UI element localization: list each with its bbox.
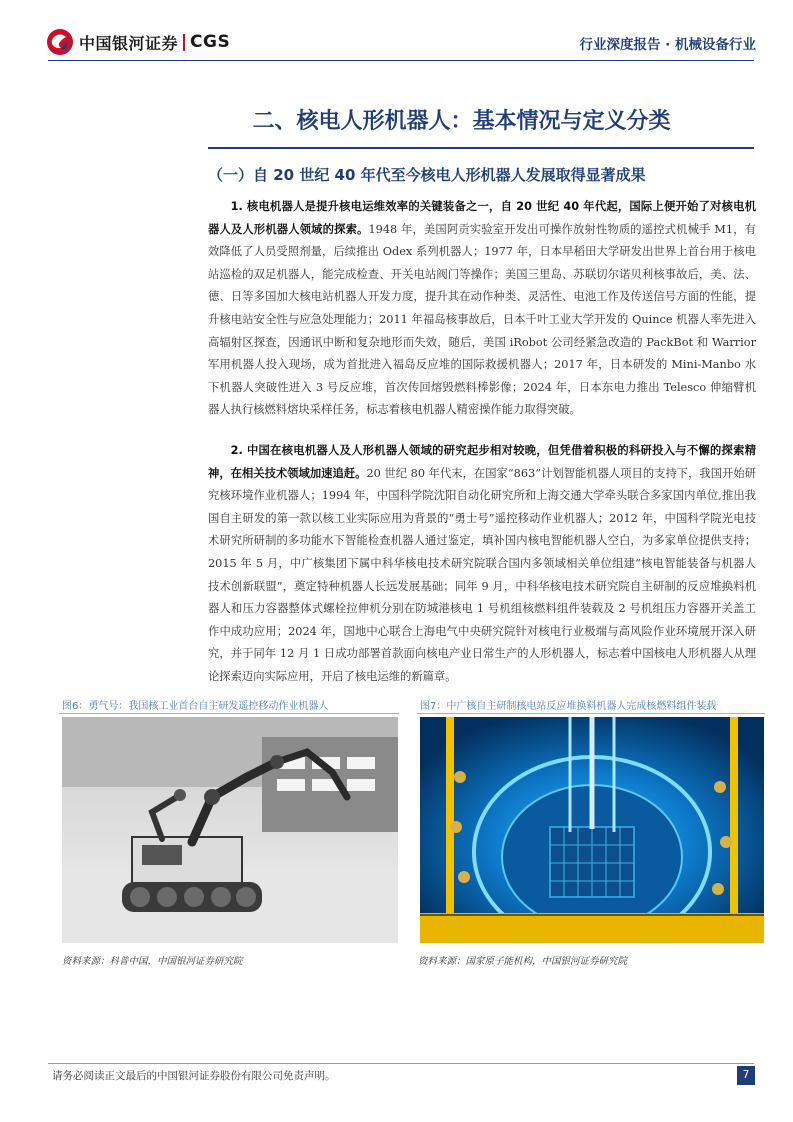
- subsection-title: （一）自 20 世纪 40 年代至今核电人形机器人发展取得显著成果: [208, 166, 646, 184]
- report-type: 行业深度报告 · 机械设备行业: [579, 37, 756, 53]
- logo-separator: [183, 34, 185, 51]
- figure-7-reactor-photo: [420, 717, 764, 943]
- section-title: 二、核电人形机器人：基本情况与定义分类: [252, 109, 671, 134]
- paragraph-international-history: [208, 196, 756, 422]
- logo-text-en: CGS: [190, 32, 231, 52]
- figure-7-title: 图7：中广核自主研制核电站反应堆换料机器人完成核燃料组件装载: [420, 701, 717, 712]
- paragraph-body: 20 世纪 80 年代末，在国家“863”计划智能机器人项目的支持下，我国开始研究核环境作业机器人；1994 年，中国科学院沈阳自动化研究所和上海交通大学牵头联合多家国内单位,推出我国自主研发的第一款以核工业实际应用为背景的“勇士号”遥控移动作业机器人；2012 年，中国科学院光电技术研究所研制的多功能水下智能检查机器人通过鉴定，填补国内核电智能机器人空白，为多家单位提供支持；2015 年 5 月，中广核集团下属中科华核电技术研究院联合国内多领域相关单位组建“核电智能装备与机器人技术创新联盟”，奠定特种机器人长远发展基础；同年 9 月，中科华核电技术研究院自主研制的反应堆换料机器人和压力容器整体式螺栓拉伸机分别在防城港核电 1 号机组核燃料组件装载及 2 号机组压力容器开关盖工作中成功应用；2024 年，国地中心联合上海电气中央研究院针对核电行业极端与高风险作业环境展开深入研究，并于同年 12 月 1 日成功部署首款面向核电产业日常生产的人形机器人，标志着中国核电人形机器人从理论探索迈向实际应用，开启了核电运维的新篇章。: [208, 466, 756, 683]
- footer-divider: [48, 1063, 754, 1064]
- paragraph-china-history: [208, 440, 756, 689]
- page-number: 7: [737, 1066, 755, 1085]
- paragraph-lead: 2. 中国在核电机器人及人形机器人领域的研究起步相对较晚，但凭借着积极的科研投入与不懈的探索精神，在相关技术领域加速追赶。: [208, 444, 756, 480]
- page-header: [0, 0, 793, 62]
- header-divider: [48, 60, 754, 61]
- figure-6-title: 图6：勇气号：我国核工业首台自主研发遥控移动作业机器人: [62, 701, 329, 712]
- cgs-logo-icon: [46, 28, 74, 56]
- paragraph-body: 1948 年，美国阿贡实验室开发出可操作放射性物质的遥控式机械手 M1，有效降低了人员受照剂量，后续推出 Odex 系列机器人；1977 年，日本早稻田大学研发出世界上首台用于核电站巡检的双足机器人，能完成检查、开关电站阀门等操作；美国三里岛、苏联切尔诺贝利核事故后，美、法、德、日等多国加大核电站机器人开发力度，提升其在动作种类、灵活性、电池工作及传送信号方面的性能，提升核电站安全性与应急处理能力；2011 年福岛核事故后，日本千叶工业大学开发的 Quince 机器人率先进入高辐射区探查，因通讯中断和复杂地形而失效，随后，美国 iRobot 公司经紧急改造的 PackBot 和 Warrior 军用机器人投入现场，成为首批进入福岛反应堆的国际救援机器人；2017 年，日本研发的 Mini-Manbo 水下机器人突破性进入 3 号反应堆，首次传回熔毁燃料棒影像；2024 年，日本东电力推出 Telesco 伸缩臂机器人执行核燃料熔块采样任务，标志着核电机器人精密操作能力取得突破。: [208, 222, 756, 417]
- footer-disclaimer: 请务必阅读正文最后的中国银河证券股份有限公司免责声明。: [52, 1070, 336, 1082]
- figure-6-robot-photo: [62, 717, 398, 943]
- logo-text-cn: 中国银河证券: [79, 33, 179, 53]
- figure-6-source: 资料来源：科普中国，中国银河证券研究院: [62, 956, 243, 967]
- company-logo: [46, 28, 230, 56]
- figure-6-divider: [59, 713, 399, 714]
- paragraph-lead: 1. 核电机器人是提升核电运维效率的关键装备之一，自 20 世纪 40 年代起，国际上便开始了对核电机器人及人形机器人领域的探索。: [208, 200, 756, 236]
- figure-7-source: 资料来源：国家原子能机构，中国银河证券研究院: [418, 956, 628, 967]
- figure-7-divider: [417, 713, 765, 714]
- section-divider: [208, 147, 754, 149]
